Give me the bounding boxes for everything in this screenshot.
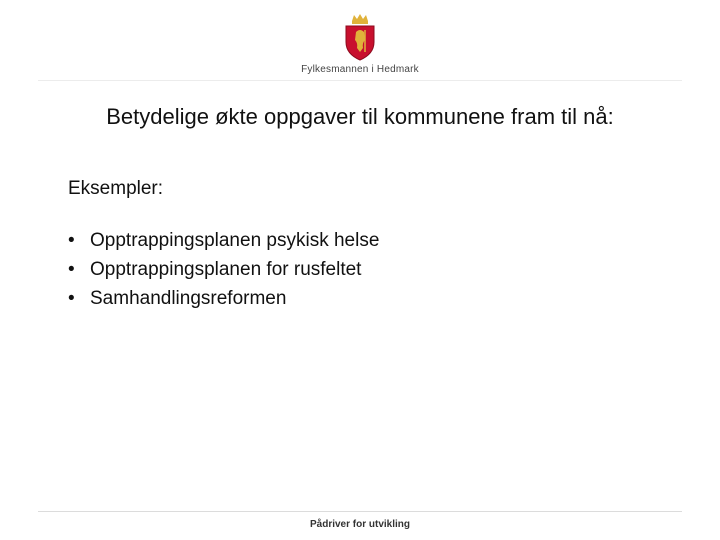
slide-title: Betydelige økte oppgaver til kommunene fram til nå: <box>106 104 614 129</box>
bullet-item <box>68 284 379 313</box>
section-label: Eksempler: <box>68 178 164 199</box>
footer-tagline: Pådriver for utvikling <box>309 519 411 530</box>
bullet-symbol: • <box>68 230 75 251</box>
footer-divider <box>38 511 682 512</box>
bullet-symbol: • <box>68 259 75 280</box>
bullet-list <box>68 226 379 313</box>
organization-name: Fylkesmannen i Hedmark <box>301 64 419 75</box>
bullet-text: Opptrappingsplanen for rusfeltet <box>90 259 362 280</box>
header-divider <box>38 80 682 81</box>
coat-of-arms-icon <box>338 12 382 62</box>
bullet-item <box>68 226 379 255</box>
bullet-symbol: • <box>68 288 75 309</box>
bullet-text: Samhandlingsreformen <box>90 288 287 309</box>
bullet-text: Opptrappingsplanen psykisk helse <box>90 230 380 251</box>
bullet-item <box>68 255 379 284</box>
